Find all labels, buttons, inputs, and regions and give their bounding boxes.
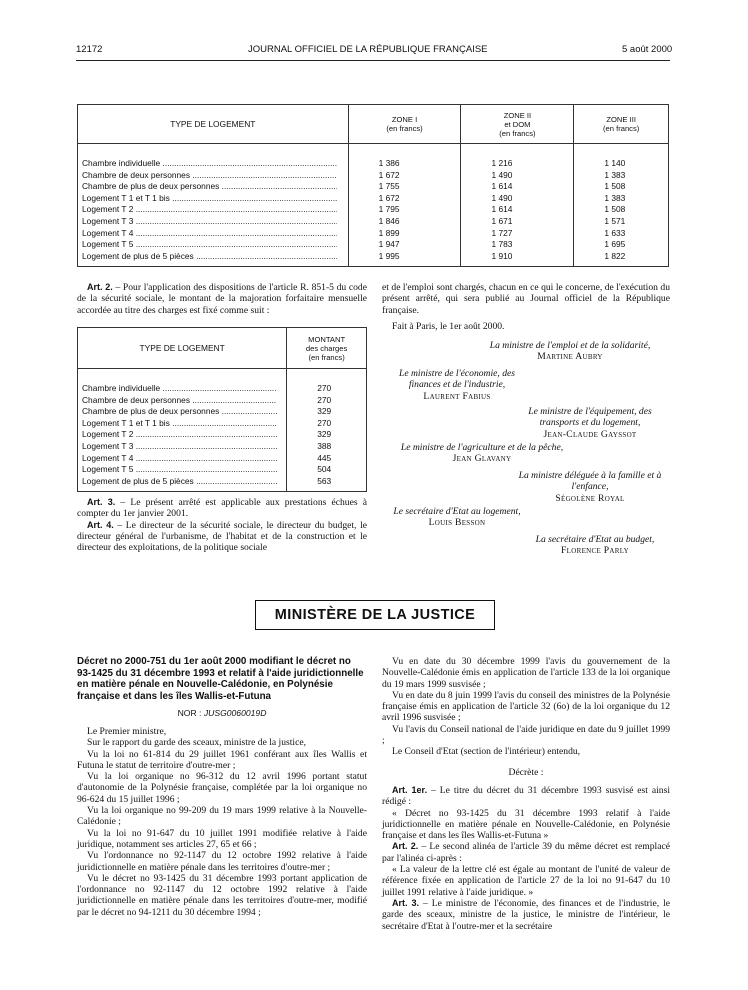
signature-name: Jean Glavany <box>452 453 512 465</box>
table-cell-value: 1 383 <box>574 193 669 205</box>
table-cell <box>78 239 349 251</box>
table-cell-value: 1 910 <box>461 251 574 263</box>
signature-title: Le ministre de l'économie, des finances et de l'industrie, <box>399 368 515 391</box>
table-cell <box>78 383 287 395</box>
table-cell <box>78 429 287 441</box>
table2-header-1: MONTANT des charges (en francs) <box>287 328 367 369</box>
article-3-label: Art. 3. <box>87 497 116 507</box>
decree-paragraph: Vu le décret no 93-1425 du 31 décembre 1993 portant application de l'ordonnance no 92-1147 du 12 octobre 1992 relative à l'aide juridictionnelle en matière pénale dans les territoires d'outre-mer, modifié par le décret no 94-1211 du 30 décembre 1994 ; <box>77 872 367 918</box>
table-cell-label: Logement T 5 ..... <box>82 464 277 476</box>
table-cell <box>78 158 349 170</box>
signature-name: Louis Besson <box>428 517 486 529</box>
table-row <box>78 158 669 170</box>
table-row <box>78 453 367 465</box>
table-cell-value: 1 947 <box>348 239 461 251</box>
table-cell-value: 1 633 <box>574 228 669 240</box>
table-cell-label: Logement T 3 ..... <box>82 441 277 453</box>
signature-fabius <box>382 368 532 402</box>
table-cell-label: Chambre de plus de deux personnes ..... <box>82 406 277 418</box>
table-cell-value: 1 508 <box>574 181 669 193</box>
nor-value: JUSG0060019D <box>203 708 267 718</box>
table-cell-value: 1 795 <box>348 204 461 216</box>
decree-paragraph: Vu la loi no 61-814 du 29 juillet 1961 conférant aux îles Wallis et Futuna le statut de territoire d'outre-mer ; <box>77 748 367 771</box>
signature-title: La ministre de l'emploi et de la solidarité, <box>489 340 651 351</box>
table-cell-label: Logement T 2 ..... <box>82 429 277 441</box>
issue-date: 5 août 2000 <box>622 44 673 55</box>
decree-article-1-label: Art. 1er. <box>392 784 428 795</box>
table-cell-value: 270 <box>287 383 367 395</box>
table-cell-value: 1 140 <box>574 158 669 170</box>
table-cell <box>78 181 349 193</box>
decree-paragraph: Vu la loi no 91-647 du 10 juillet 1991 modifiée relative à l'aide juridique, notamment ses articles 27, 65 et 66 ; <box>77 827 367 850</box>
page-number: 12172 <box>76 44 103 55</box>
decree-paragraph: Vu la loi organique no 96-312 du 12 avril 1996 portant statut d'autonomie de la Polynésie française, complétée par la loi organique no 96-624 du 15 juillet 1996 ; <box>77 771 367 805</box>
decree-nor <box>77 708 367 718</box>
signature-name: Ségolène Royal <box>555 492 625 504</box>
table-row <box>78 239 669 251</box>
table-row <box>78 228 669 240</box>
signature-name: Laurent Fabius <box>423 390 491 402</box>
table-cell-value: 1 995 <box>348 251 461 263</box>
header-rule <box>76 60 670 61</box>
table2-header-0: TYPE DE LOGEMENT <box>78 328 287 369</box>
articles-3-4 <box>77 497 367 553</box>
housing-zone-table <box>77 104 669 267</box>
table1-header-1: ZONE I (en francs) <box>348 105 461 144</box>
table-cell <box>78 406 287 418</box>
charges-table <box>77 327 367 492</box>
table-row <box>78 464 367 476</box>
decree-article-2-quote: « La valeur de la lettre clé est égale au montant de l'unité de valeur de référence fixée en application de l'article 27 de la loi no 91-647 du 10 juillet 1991 relative à l'aide juridique. » <box>382 864 670 898</box>
table-cell-label: Chambre de deux personnes ..... <box>82 395 277 407</box>
table-cell-label: Logement T 4 ..... <box>82 228 337 240</box>
table-cell-label: Logement T 3 ..... <box>82 216 337 228</box>
table-cell-value: 1 671 <box>461 216 574 228</box>
table-cell <box>78 476 287 488</box>
table-cell-label: Logement de plus de 5 pièces ..... <box>82 251 337 263</box>
table-cell-label: Logement T 1 et T 1 bis ..... <box>82 418 277 430</box>
table-cell-value: 1 490 <box>461 193 574 205</box>
decree-paragraph: Sur le rapport du garde des sceaux, ministre de la justice, <box>87 737 306 749</box>
table-cell-value: 1 386 <box>348 158 461 170</box>
signature-besson <box>382 506 532 529</box>
decree-left-column <box>77 656 367 918</box>
ministry-banner <box>255 600 495 630</box>
decree-article-1-quote: « Décret no 93-1425 du 31 décembre 1993 relatif à l'aide juridictionnelle en matière pénale en Nouvelle-Calédonie, en Polynésie française et dans les îles Wallis-et-Futuna » <box>382 807 670 842</box>
table-cell <box>78 395 287 407</box>
table-row <box>78 429 367 441</box>
table-cell-value: 270 <box>287 395 367 407</box>
signature-name: Florence Parly <box>561 545 629 557</box>
decree-title: Décret no 2000-751 du 1er août 2000 modifiant le décret no 93-1425 du 31 décembre 1993 et relatif à l'aide juridictionnelle en matière pénale en Nouvelle-Calédonie, en Polynésie française et dans les îles Wallis-et-Futuna <box>77 656 364 702</box>
table-cell-value: 504 <box>287 464 367 476</box>
table-cell-label: Logement T 5 ..... <box>82 239 337 251</box>
decree-right-column <box>382 656 670 932</box>
decree-paragraph: Vu en date du 30 décembre 1999 l'avis du gouvernement de la Nouvelle-Calédonie émis en application de l'article 133 de la loi organique du 19 mars 1999 susvisée ; <box>382 656 670 690</box>
table-row <box>78 406 367 418</box>
table-row <box>78 216 669 228</box>
table-cell-value: 1 383 <box>574 170 669 182</box>
nor-label: NOR : <box>177 708 204 718</box>
table-cell-value: 1 846 <box>348 216 461 228</box>
decree-article-3-text: – Le ministre de l'économie, des finances et de l'industrie, le garde des sceaux, ministre de la justice, le ministre de l'intérieur, le secrétaire d'Etat à l'outre-mer et la secrétaire <box>382 897 670 932</box>
signature-title: La ministre déléguée à la famille et à l'enfance, <box>518 470 662 493</box>
table-cell-value: 329 <box>287 429 367 441</box>
table-cell-value: 1 672 <box>348 170 461 182</box>
table-row <box>78 170 669 182</box>
article-2 <box>77 282 367 316</box>
signature-parly <box>520 534 670 557</box>
table-row <box>78 395 367 407</box>
decree-article-2-label: Art. 2. <box>392 841 419 852</box>
table-cell-label: Logement T 4 ..... <box>82 453 277 465</box>
table-row <box>78 383 367 395</box>
table1-header-2: ZONE II et DOM (en francs) <box>461 105 574 144</box>
table-cell-value: 270 <box>287 418 367 430</box>
decree-article-3-label: Art. 3. <box>392 897 420 908</box>
table-cell-value: 1 216 <box>461 158 574 170</box>
table-row <box>78 476 367 488</box>
table-cell-label: Chambre de plus de deux personnes ..... <box>82 181 337 193</box>
table-cell-value: 1 727 <box>461 228 574 240</box>
table-cell <box>78 418 287 430</box>
table-cell <box>78 453 287 465</box>
table-row <box>78 181 669 193</box>
table1-header-0: TYPE DE LOGEMENT <box>78 105 349 144</box>
table-cell-label: Chambre individuelle ..... <box>82 158 337 170</box>
table-cell-value: 1 672 <box>348 193 461 205</box>
table-bottom-pad <box>78 262 669 267</box>
table-cell-value: 563 <box>287 476 367 488</box>
table-cell-value: 1 755 <box>348 181 461 193</box>
article-2-label: Art. 2. <box>87 282 113 292</box>
decree-decrete: Décrète : <box>508 766 544 778</box>
decree-paragraph: Vu l'avis du Conseil national de l'aide juridique en date du 9 juillet 1999 ; <box>382 723 670 747</box>
table-cell-label: Logement T 2 ..... <box>82 204 337 216</box>
article-4-continuation: et de l'emploi sont chargés, chacun en ce qui le concerne, de l'exécution du présent arrêté, qui sera publié au Journal officiel de la République française. <box>382 282 670 316</box>
table-row <box>78 193 669 205</box>
table-cell-label: Logement T 1 et T 1 bis ..... <box>82 193 337 205</box>
table-row <box>78 251 669 263</box>
signature-aubry <box>470 340 670 363</box>
signature-royal <box>510 470 670 504</box>
table-cell-value: 1 490 <box>461 170 574 182</box>
table-cell-value: 388 <box>287 441 367 453</box>
signature-title: Le secrétaire d'Etat au logement, <box>393 506 521 517</box>
article-2-text: – Pour l'application des dispositions de l'article R. 851-5 du code de la sécurité sociale, le montant de la majoration forfaitaire mensuelle accordée au titre des charges est fixé comme suit : <box>77 282 367 316</box>
table-spacer <box>78 369 367 384</box>
table-cell-value: 1 508 <box>574 204 669 216</box>
table-row <box>78 418 367 430</box>
table-cell-value: 1 695 <box>574 239 669 251</box>
table-cell <box>78 204 349 216</box>
table-cell-value: 1 899 <box>348 228 461 240</box>
signature-title: Le ministre de l'équipement, des transports et du logement, <box>528 406 652 429</box>
table1-header-3: ZONE III (en francs) <box>574 105 669 144</box>
signature-title: La secrétaire d'Etat au budget, <box>535 534 655 545</box>
table-spacer <box>78 144 669 159</box>
decree-paragraph: Le Conseil d'Etat (section de l'intérieur) entendu, <box>392 746 581 758</box>
table-cell <box>78 441 287 453</box>
table-cell <box>78 251 349 263</box>
signature-gayssot <box>510 406 670 440</box>
signature-glavany <box>382 442 582 465</box>
decree-paragraph: Le Premier ministre, <box>87 726 167 737</box>
table-cell-label: Logement de plus de 5 pièces ..... <box>82 476 277 488</box>
journal-title: JOURNAL OFFICIEL DE LA RÉPUBLIQUE FRANÇAISE <box>248 44 488 55</box>
table-cell <box>78 170 349 182</box>
table-cell-value: 445 <box>287 453 367 465</box>
table-cell-value: 1 571 <box>574 216 669 228</box>
decree-paragraph: Vu l'ordonnance no 92-1147 du 12 octobre 1992 relative à l'aide juridictionnelle en matière pénale dans les territoires d'outre-mer ; <box>77 850 367 873</box>
decree-paragraph: Vu en date du 8 juin 1999 l'avis du conseil des ministres de la Polynésie française émis en application de l'article 32 (6o) de la loi organique du 12 avril 1996 susvisée ; <box>382 689 670 724</box>
article-4-text: – Le directeur de la sécurité sociale, le directeur du budget, le directeur général de l'urbanisme, de l'habitat et de la construction et le directeur des exploitations, de la politique sociale <box>77 519 367 554</box>
ministry-title: MINISTÈRE DE LA JUSTICE <box>274 607 476 623</box>
decree-visas-right <box>382 656 670 758</box>
table-cell-value: 1 614 <box>461 204 574 216</box>
table-cell-value: 1 822 <box>574 251 669 263</box>
table-cell-label: Chambre individuelle ..... <box>82 383 277 395</box>
signature-name: Jean-Claude Gayssot <box>543 428 637 440</box>
signing-place-date: Fait à Paris, le 1er août 2000. <box>392 320 505 332</box>
signatures-block <box>382 340 670 570</box>
table-cell <box>78 228 349 240</box>
table-cell-label: Chambre de deux personnes ..... <box>82 170 337 182</box>
table-cell <box>78 193 349 205</box>
decree-article-1-text: – Le titre du décret du 31 décembre 1993 susvisé est ainsi rédigé : <box>382 784 670 808</box>
table-cell <box>78 464 287 476</box>
article-4-label: Art. 4. <box>87 519 114 530</box>
table-cell <box>78 216 349 228</box>
decree-article-2-text: – Le second alinéa de l'article 39 du même décret est remplacé par l'alinéa ci-après : <box>382 841 670 864</box>
signature-name: Martine Aubry <box>537 351 603 363</box>
table-row <box>78 441 367 453</box>
table-row <box>78 204 669 216</box>
article-4-continued <box>382 282 670 332</box>
decree-paragraph: Vu la loi organique no 99-209 du 19 mars 1999 relative à la Nouvelle-Calédonie ; <box>77 805 367 828</box>
table-cell-value: 1 614 <box>461 181 574 193</box>
table-cell-value: 1 783 <box>461 239 574 251</box>
table-bottom-pad <box>78 487 367 492</box>
signature-title: Le ministre de l'agriculture et de la pêche, <box>400 442 564 453</box>
table-cell-value: 329 <box>287 406 367 418</box>
article-3-text: – Le présent arrêté est applicable aux prestations échues à compter du 1er janvier 2001. <box>77 497 367 520</box>
decree-visas-left <box>77 726 367 918</box>
